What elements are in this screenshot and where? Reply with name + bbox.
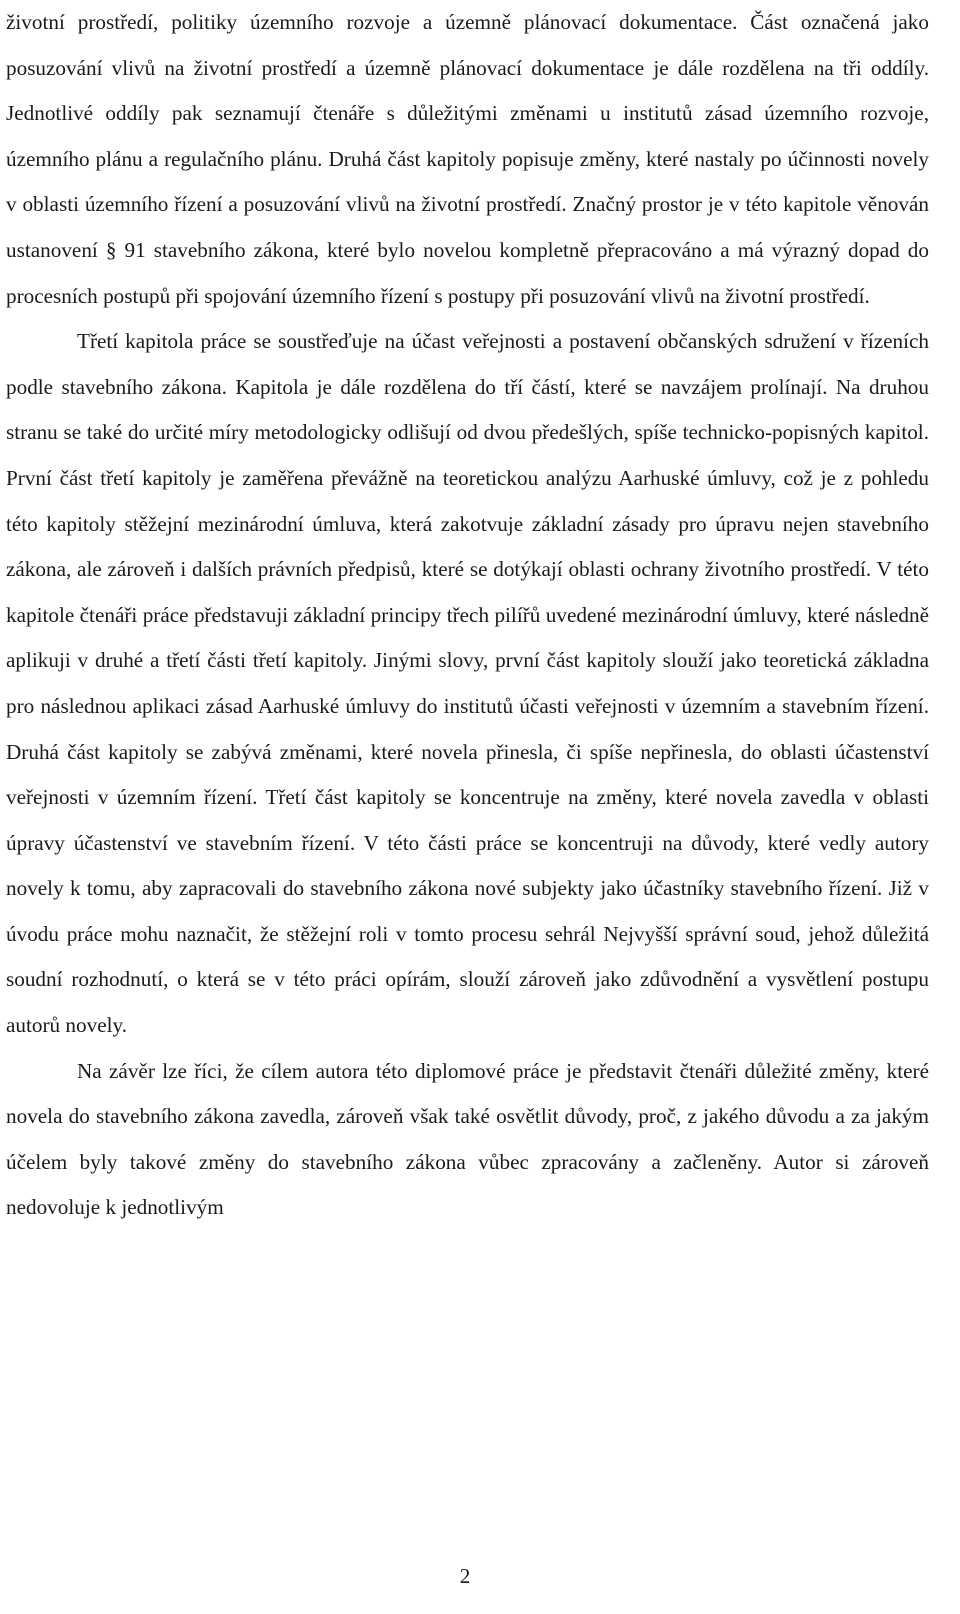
paragraph-chapter-three-summary: Třetí kapitola práce se soustřeďuje na účast veřejnosti a postavení občanských sdružení v řízeních podle stavebního zákona. Kapitola je dále rozdělena do tří částí, které se navzájem prolínají. Na druhou stranu se také do určité míry metodologicky odlišují od dvou předešlých, spíše technicko-popisných kapitol. První část třetí kapitoly je zaměřena převážně na teoretickou analýzu Aarhuské úmluvy, což je z pohledu této kapitoly stěžejní mezinárodní úmluva, která zakotvuje základní zásady pro úpravu nejen stavebního zákona, ale zároveň i dalších právních předpisů, které se dotýkají oblasti ochrany životního prostředí. V této kapitole čtenáři práce představuji základní principy třech pilířů uvedené mezinárodní úmluvy, které následně aplikuji v druhé a třetí části třetí kapitoly. Jinými slovy, první část kapitoly slouží jako teoretická základna pro následnou aplikaci zásad Aarhuské úmluvy do institutů účasti veřejnosti v územním a stavebním řízení. Druhá část kapitoly se zabývá změnami, které novela přinesla, či spíše nepřinesla, do oblasti účastenství veřejnosti v územním řízení. Třetí část kapitoly se koncentruje na změny, které novela zavedla v oblasti úpravy účastenství ve stavebním řízení. V této části práce se koncentruji na důvody, které vedly autory novely k tomu, aby zapracovali do stavebního zákona nové subjekty jako účastníky stavebního řízení. Již v úvodu práce mohu naznačit, že stěžejní roli v tomto procesu sehrál Nejvyšší správní soud, jehož důležitá soudní rozhodnutí, o která se v této práci opírám, slouží zároveň jako zdůvodnění a vysvětlení postupu autorů novely. (6, 329, 929, 1038)
paragraph-chapter-two-summary: životní prostředí, politiky územního rozvoje a územně plánovací dokumentace. Část označená jako posuzování vlivů na životní prostředí a územně plánovací dokumentace je dále rozdělena na tři oddíly. Jednotlivé oddíly pak seznamují čtenáře s důležitými změnami u institutů zásad územního rozvoje, územního plánu a regulačního plánu. Druhá část kapitoly popisuje změny, které nastaly po účinnosti novely v oblasti územního řízení a posuzování vlivů na životní prostředí. Značný prostor je v této kapitole věnován ustanovení § 91 stavebního zákona, které bylo novelou kompletně přepracováno a má výrazný dopad do procesních postupů při spojování územního řízení s postupy při posuzování vlivů na životní prostředí. (6, 10, 929, 308)
document-page (6, 0, 929, 1231)
page-number: 2 (459, 1564, 471, 1588)
paragraph-conclusion: Na závěr lze říci, že cílem autora této diplomové práce je představit čtenáři důležité změny, které novela do stavebního zákona zavedla, zároveň však také osvětlit důvody, proč, z jakého důvodu a za jakým účelem byly takové změny do stavebního zákona vůbec zpracovány a začleněny. Autor si zároveň nedovoluje k jednotlivým (6, 1058, 929, 1220)
